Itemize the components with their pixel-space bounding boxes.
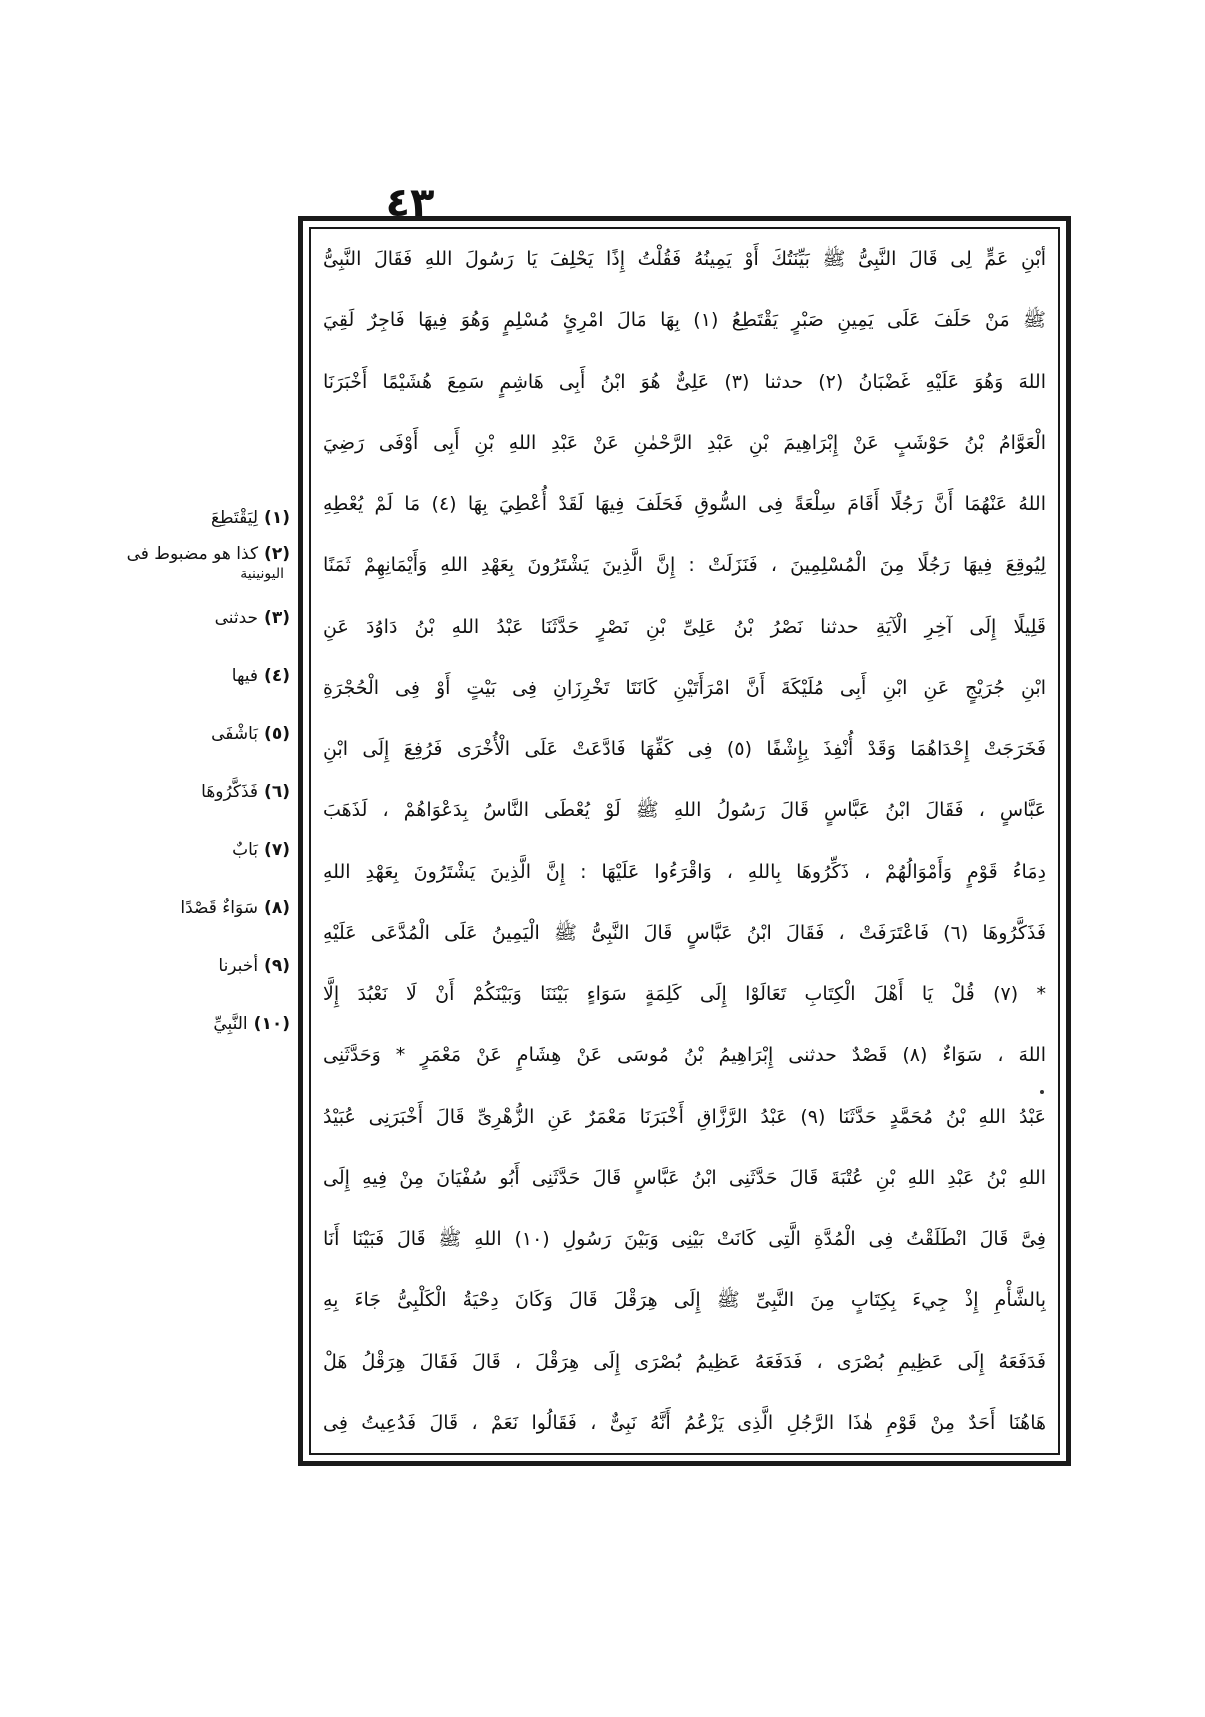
footnote: [120, 840, 290, 860]
text-line: الْعَوَّامُ بْنُ حَوْشَبٍ عَنْ إِبْرَاهِيمَ بْنِ عَبْدِ الرَّحْمٰنِ عَنْ عَبْدِ اللهِ بْنِ أَبِى أَوْفَى رَضِيَ: [323, 431, 1046, 454]
text-line: لِيُوقِعَ فِيهَا رَجُلًا مِنَ الْمُسْلِمِينَ ، فَنَزَلَتْ : إِنَّ الَّذِينَ يَشْتَرُونَ بِعَهْدِ اللهِ وَأَيْمَانِهِمْ ثَمَنًا: [323, 554, 1046, 577]
footnote: [120, 782, 290, 802]
footnote-number: (١): [264, 508, 290, 528]
footnote-number: (٧): [264, 840, 290, 860]
page-number: ٤٣: [385, 180, 435, 226]
text-line: هَاهُنَا أَحَدٌ مِنْ قَوْمِ هٰذَا الرَّجُلِ الَّذِى يَزْعُمُ أَنَّهُ نَبِىٌّ ، فَقَالُوا نَعَمْ ، قَالَ فَدُعِيتُ فِى: [323, 1411, 1046, 1434]
text-line: فَدَفَعَهُ إِلَى عَظِيمِ بُصْرَى ، فَدَفَعَهُ عَظِيمُ بُصْرَى إِلَى هِرَقْلَ ، قَالَ فَقَالَ هِرَقْلُ هَلْ: [323, 1350, 1046, 1373]
text-line: عَبَّاسٍ ، فَقَالَ ابْنُ عَبَّاسٍ قَالَ رَسُولُ اللهِ ﷺ لَوْ يُعْطَى النَّاسُ بِدَعْوَاهُمْ ، لَذَهَبَ: [323, 799, 1046, 822]
text-line: اللهُ عَنْهُمَا أَنَّ رَجُلًا أَقَامَ سِلْعَةً فِى السُّوقِ فَحَلَفَ فِيهَا لَقَدْ أُعْطِيَ بِهَا (٤) مَا لَمْ يُعْطِهِ: [323, 493, 1046, 515]
text-line: قَلِيلًا إِلَى آخِرِ الْآيَةِ حدثنا نَصْرُ بْنُ عَلِىِّ بْنِ نَصْرٍ حَدَّثَنَا عَبْدُ اللهِ بْنُ دَاوُدَ عَنِ: [323, 615, 1046, 638]
footnote: [120, 1014, 290, 1034]
footnote-text: بَابٌ: [232, 840, 259, 860]
main-text: [323, 237, 1046, 1445]
margin-footnotes: [120, 508, 290, 1034]
footnote-number: (٥): [264, 724, 290, 744]
footnote: [120, 898, 290, 918]
footnote: [120, 724, 290, 744]
text-line: فِىَّ قَالَ انْطَلَقْتُ فِى الْمُدَّةِ الَّتِى كَانَتْ بَيْنِى وَبَيْنَ رَسُولِ (١٠) اللهِ ﷺ قَالَ فَبَيْنَا أَنَا: [323, 1228, 1046, 1250]
footnote-number: (٩): [264, 956, 290, 976]
footnote: [120, 666, 290, 686]
text-line: بِالشَّأْمِ إِذْ جِيءَ بِكِتَابٍ مِنَ النَّبِىِّ ﷺ إِلَى هِرَقْلَ قَالَ وَكَانَ دِحْيَةُ الْكَلْبِىُّ جَاءَ بِهِ: [323, 1289, 1046, 1312]
footnote-text: حدثنى: [214, 608, 259, 628]
text-line: أبْنِ عَمٍّ لِى قَالَ النَّبِىُّ ﷺ بَيِّنَتُكَ أَوْ يَمِينُهُ فَقُلْتُ إِذًا يَحْلِفَ يَا رَسُولَ اللهِ فَقَالَ النَّبِىُّ: [323, 248, 1046, 270]
footnote-text: فيها: [231, 666, 259, 686]
text-line: ابْنِ جُرَيْجٍ عَنِ ابْنِ أَبِى مُلَيْكَةَ أَنَّ امْرَأَتَيْنِ كَانَتَا تَخْرِزَانِ فِى بَيْتٍ أَوْ فِى الْحُجْرَةِ: [323, 676, 1046, 699]
footnote-text: فَذَكَّرُوهَا: [201, 782, 259, 802]
text-line: اللهِ بْنُ عَبْدِ اللهِ بْنِ عُتْبَةَ قَالَ حَدَّثَنِى ابْنُ عَبَّاسٍ قَالَ حَدَّثَنِى أَبُو سُفْيَانَ مِنْ فِيهِ إِلَى: [323, 1166, 1046, 1189]
text-line: فَذَكَّرُوهَا (٦) فَاعْتَرَفَتْ ، فَقَالَ ابْنُ عَبَّاسٍ قَالَ النَّبِىُّ ﷺ الْيَمِينُ عَلَى الْمُدَّعَى عَلَيْهِ: [323, 921, 1046, 944]
text-line: عَبْدُ اللهِ بْنُ مُحَمَّدٍ حَدَّثَنَا (٩) عَبْدُ الرَّزَّاقِ أَخْبَرَنَا مَعْمَرٌ عَنِ الزُّهْرِىِّ قَالَ أَخْبَرَنِى عُبَيْدُ: [323, 1105, 1046, 1128]
text-line: * (٧) قُلْ يَا أَهْلَ الْكِتَابِ تَعَالَوْا إِلَى كَلِمَةٍ سَوَاءٍ بَيْنَنَا وَبَيْنَكُمْ أَنْ لَا نَعْبُدَ إِلَّا: [323, 983, 1046, 1005]
footnote-text: النَّبِيِّ: [213, 1014, 248, 1034]
text-frame: [298, 216, 1071, 1466]
footnote-text: كذا هو مضبوط فى: [126, 544, 259, 564]
text-line: اللهَ ، سَوَاءٌ (٨) قَصْدٌ حدثنى إِبْرَاهِيمُ بْنُ مُوسَى عَنْ هِشَامٍ عَنْ مَعْمَرٍ * وَحَدَّثَنِى: [323, 1044, 1046, 1067]
ink-speck: [1040, 1090, 1044, 1094]
footnote-number: (٦): [264, 782, 290, 802]
footnote: [120, 566, 290, 582]
text-line: فَخَرَجَتْ إِحْدَاهُمَا وَقَدْ أُنْفِذَ بِإِشْفًا (٥) فِى كَفِّهَا فَادَّعَتْ عَلَى الْأُخْرَى فَرُفِعَ إِلَى ابْنِ: [323, 738, 1046, 760]
footnote-text: أخبرنا: [218, 956, 259, 976]
footnote-number: (٣): [264, 608, 290, 628]
footnote-number: (١٠): [253, 1014, 290, 1034]
footnote: [120, 544, 290, 564]
text-line: ﷺ مَنْ حَلَفَ عَلَى يَمِينِ صَبْرٍ يَقْتَطِعُ (١) بِهَا مَالَ امْرِئٍ مُسْلِمٍ وَهُوَ فِيهَا فَاجِرٌ لَقِيَ: [323, 309, 1046, 332]
footnote: [120, 956, 290, 976]
footnote: [120, 508, 290, 528]
footnote-text: لِيَقْتَطِعَ: [211, 508, 259, 528]
text-line: اللهَ وَهُوَ عَلَيْهِ غَضْبَانُ (٢) حدثنا (٣) عَلِىٌّ هُوَ ابْنُ أَبِى هَاشِمٍ سَمِعَ هُشَيْمًا أَخْبَرَنَا: [323, 370, 1046, 393]
footnote-text: اليونينية: [240, 566, 284, 582]
footnote: [120, 608, 290, 628]
footnote-text: سَوَاءٌ قَصْدًا: [180, 898, 259, 918]
footnote-number: (٤): [264, 666, 290, 686]
footnote-number: (٨): [264, 898, 290, 918]
footnote-text: بَاشْفَى: [211, 724, 259, 744]
footnote-number: (٢): [264, 544, 290, 564]
text-line: دِمَاءُ قَوْمٍ وَأَمْوَالُهُمْ ، ذَكِّرُوهَا بِاللهِ ، وَاقْرَءُوا عَلَيْهَا : إِنَّ الَّذِينَ يَشْتَرُونَ بِعَهْدِ اللهِ: [323, 860, 1046, 883]
